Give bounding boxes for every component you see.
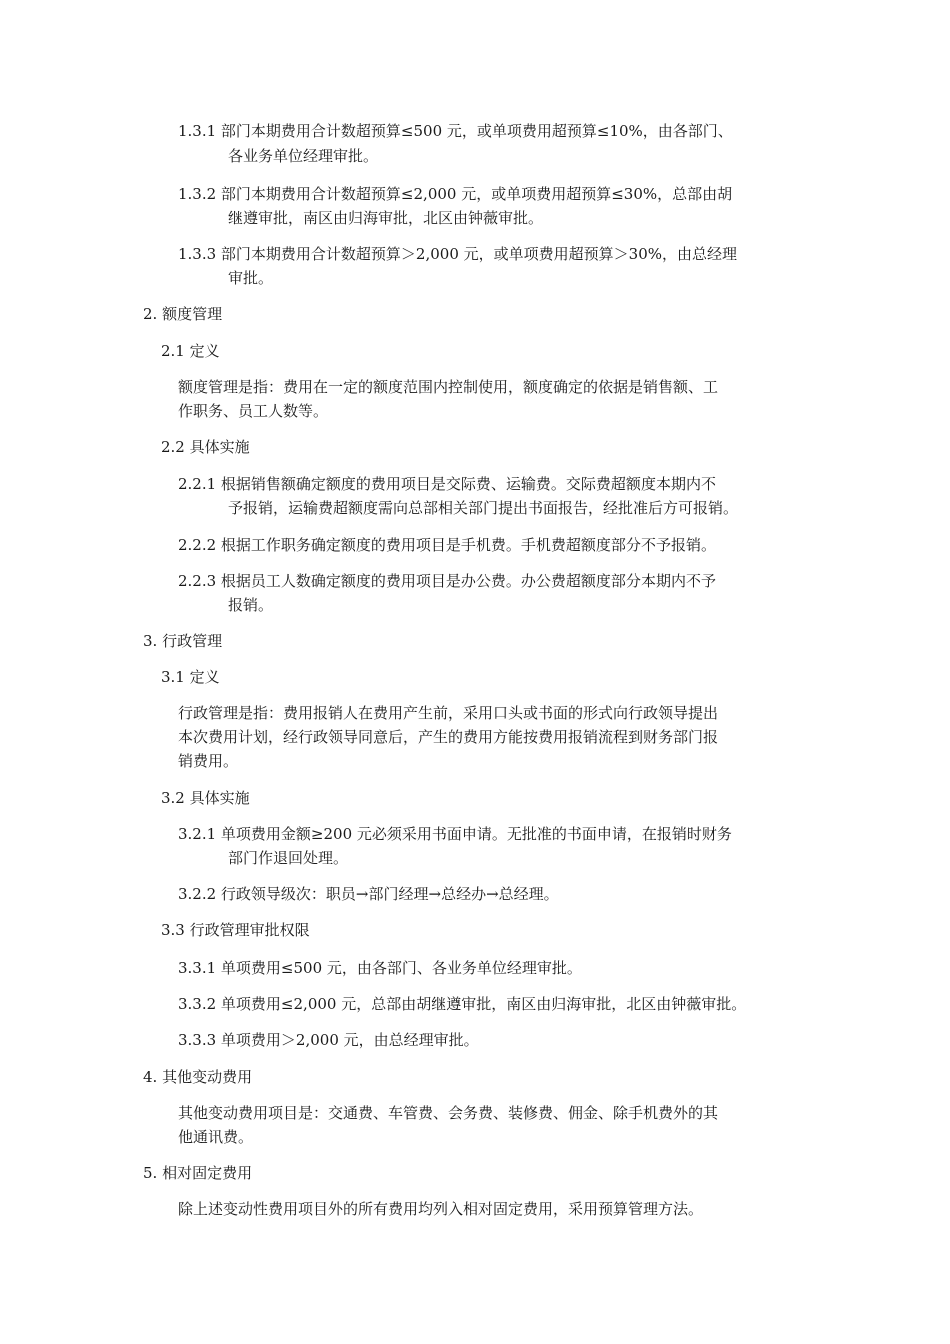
section-4-para-line2: 他通讯费。 <box>178 1128 254 1146</box>
section-3-1-para-line3: 销费用。 <box>178 752 239 770</box>
clause-1-3-3-line2: 审批。 <box>228 269 274 287</box>
clause-2-2-2-line1: 2.2.2 根据工作职务确定额度的费用项目是手机费。手机费超额度部分不予报销。 <box>178 536 716 554</box>
section-2-1-para-line1: 额度管理是指：费用在一定的额度范围内控制使用，额度确定的依据是销售额、工 <box>178 378 719 396</box>
clause-3-2-1-line2: 部门作退回处理。 <box>228 849 349 867</box>
clause-3-3-3: 3.3.3 单项费用＞2,000 元，由总经理审批。 <box>178 1031 479 1049</box>
clause-1-3-1-line2: 各业务单位经理审批。 <box>228 147 379 165</box>
section-2-1-para-line2: 作职务、员工人数等。 <box>178 402 329 420</box>
section-4-para-line1: 其他变动费用项目是：交通费、车管费、会务费、装修费、佣金、除手机费外的其 <box>178 1104 719 1122</box>
clause-2-2-1-line1: 2.2.1 根据销售额确定额度的费用项目是交际费、运输费。交际费超额度本期内不 <box>178 475 716 493</box>
section-3-heading: 3. 行政管理 <box>143 632 223 650</box>
section-4-heading: 4. 其他变动费用 <box>143 1068 253 1086</box>
clause-2-2-3-line1: 2.2.3 根据员工人数确定额度的费用项目是办公费。办公费超额度部分本期内不予 <box>178 572 716 590</box>
clause-2-2-1-line2: 予报销，运输费超额度需向总部相关部门提出书面报告，经批准后方可报销。 <box>228 499 739 517</box>
section-3-1-heading: 3.1 定义 <box>161 668 220 686</box>
clause-1-3-2-line1: 1.3.2 部门本期费用合计数超预算≤2,000 元，或单项费用超预算≤30%，总部由胡 <box>178 185 733 203</box>
clause-1-3-1-line1: 1.3.1 部门本期费用合计数超预算≤500 元，或单项费用超预算≤10%，由各部门、 <box>178 122 733 140</box>
clause-3-3-1: 3.3.1 单项费用≤500 元，由各部门、各业务单位经理审批。 <box>178 959 582 977</box>
clause-2-2-3-line2: 报销。 <box>228 596 274 614</box>
section-5-para-line1: 除上述变动性费用项目外的所有费用均列入相对固定费用，采用预算管理方法。 <box>178 1200 704 1218</box>
clause-1-3-3-line1: 1.3.3 部门本期费用合计数超预算＞2,000 元，或单项费用超预算＞30%，由总经理 <box>178 245 737 263</box>
clause-1-3-2-line2: 继遵审批，南区由归海审批，北区由钟薇审批。 <box>228 209 544 227</box>
section-3-2-heading: 3.2 具体实施 <box>161 789 250 807</box>
clause-3-3-2: 3.3.2 单项费用≤2,000 元，总部由胡继遵审批，南区由归海审批，北区由钟薇审批。 <box>178 995 747 1013</box>
section-5-heading: 5. 相对固定费用 <box>143 1164 253 1182</box>
section-2-1-heading: 2.1 定义 <box>161 342 220 360</box>
section-2-heading: 2. 额度管理 <box>143 305 223 323</box>
section-3-1-para-line2: 本次费用计划，经行政领导同意后，产生的费用方能按费用报销流程到财务部门报 <box>178 728 719 746</box>
section-3-3-heading: 3.3 行政管理审批权限 <box>161 921 310 939</box>
clause-3-2-2-line1: 3.2.2 行政领导级次：职员→部门经理→总经办→总经理。 <box>178 885 559 903</box>
section-3-1-para-line1: 行政管理是指：费用报销人在费用产生前，采用口头或书面的形式向行政领导提出 <box>178 704 719 722</box>
section-2-2-heading: 2.2 具体实施 <box>161 438 250 456</box>
clause-3-2-1-line1: 3.2.1 单项费用金额≥200 元必须采用书面申请。无批准的书面申请，在报销时财务 <box>178 825 732 843</box>
